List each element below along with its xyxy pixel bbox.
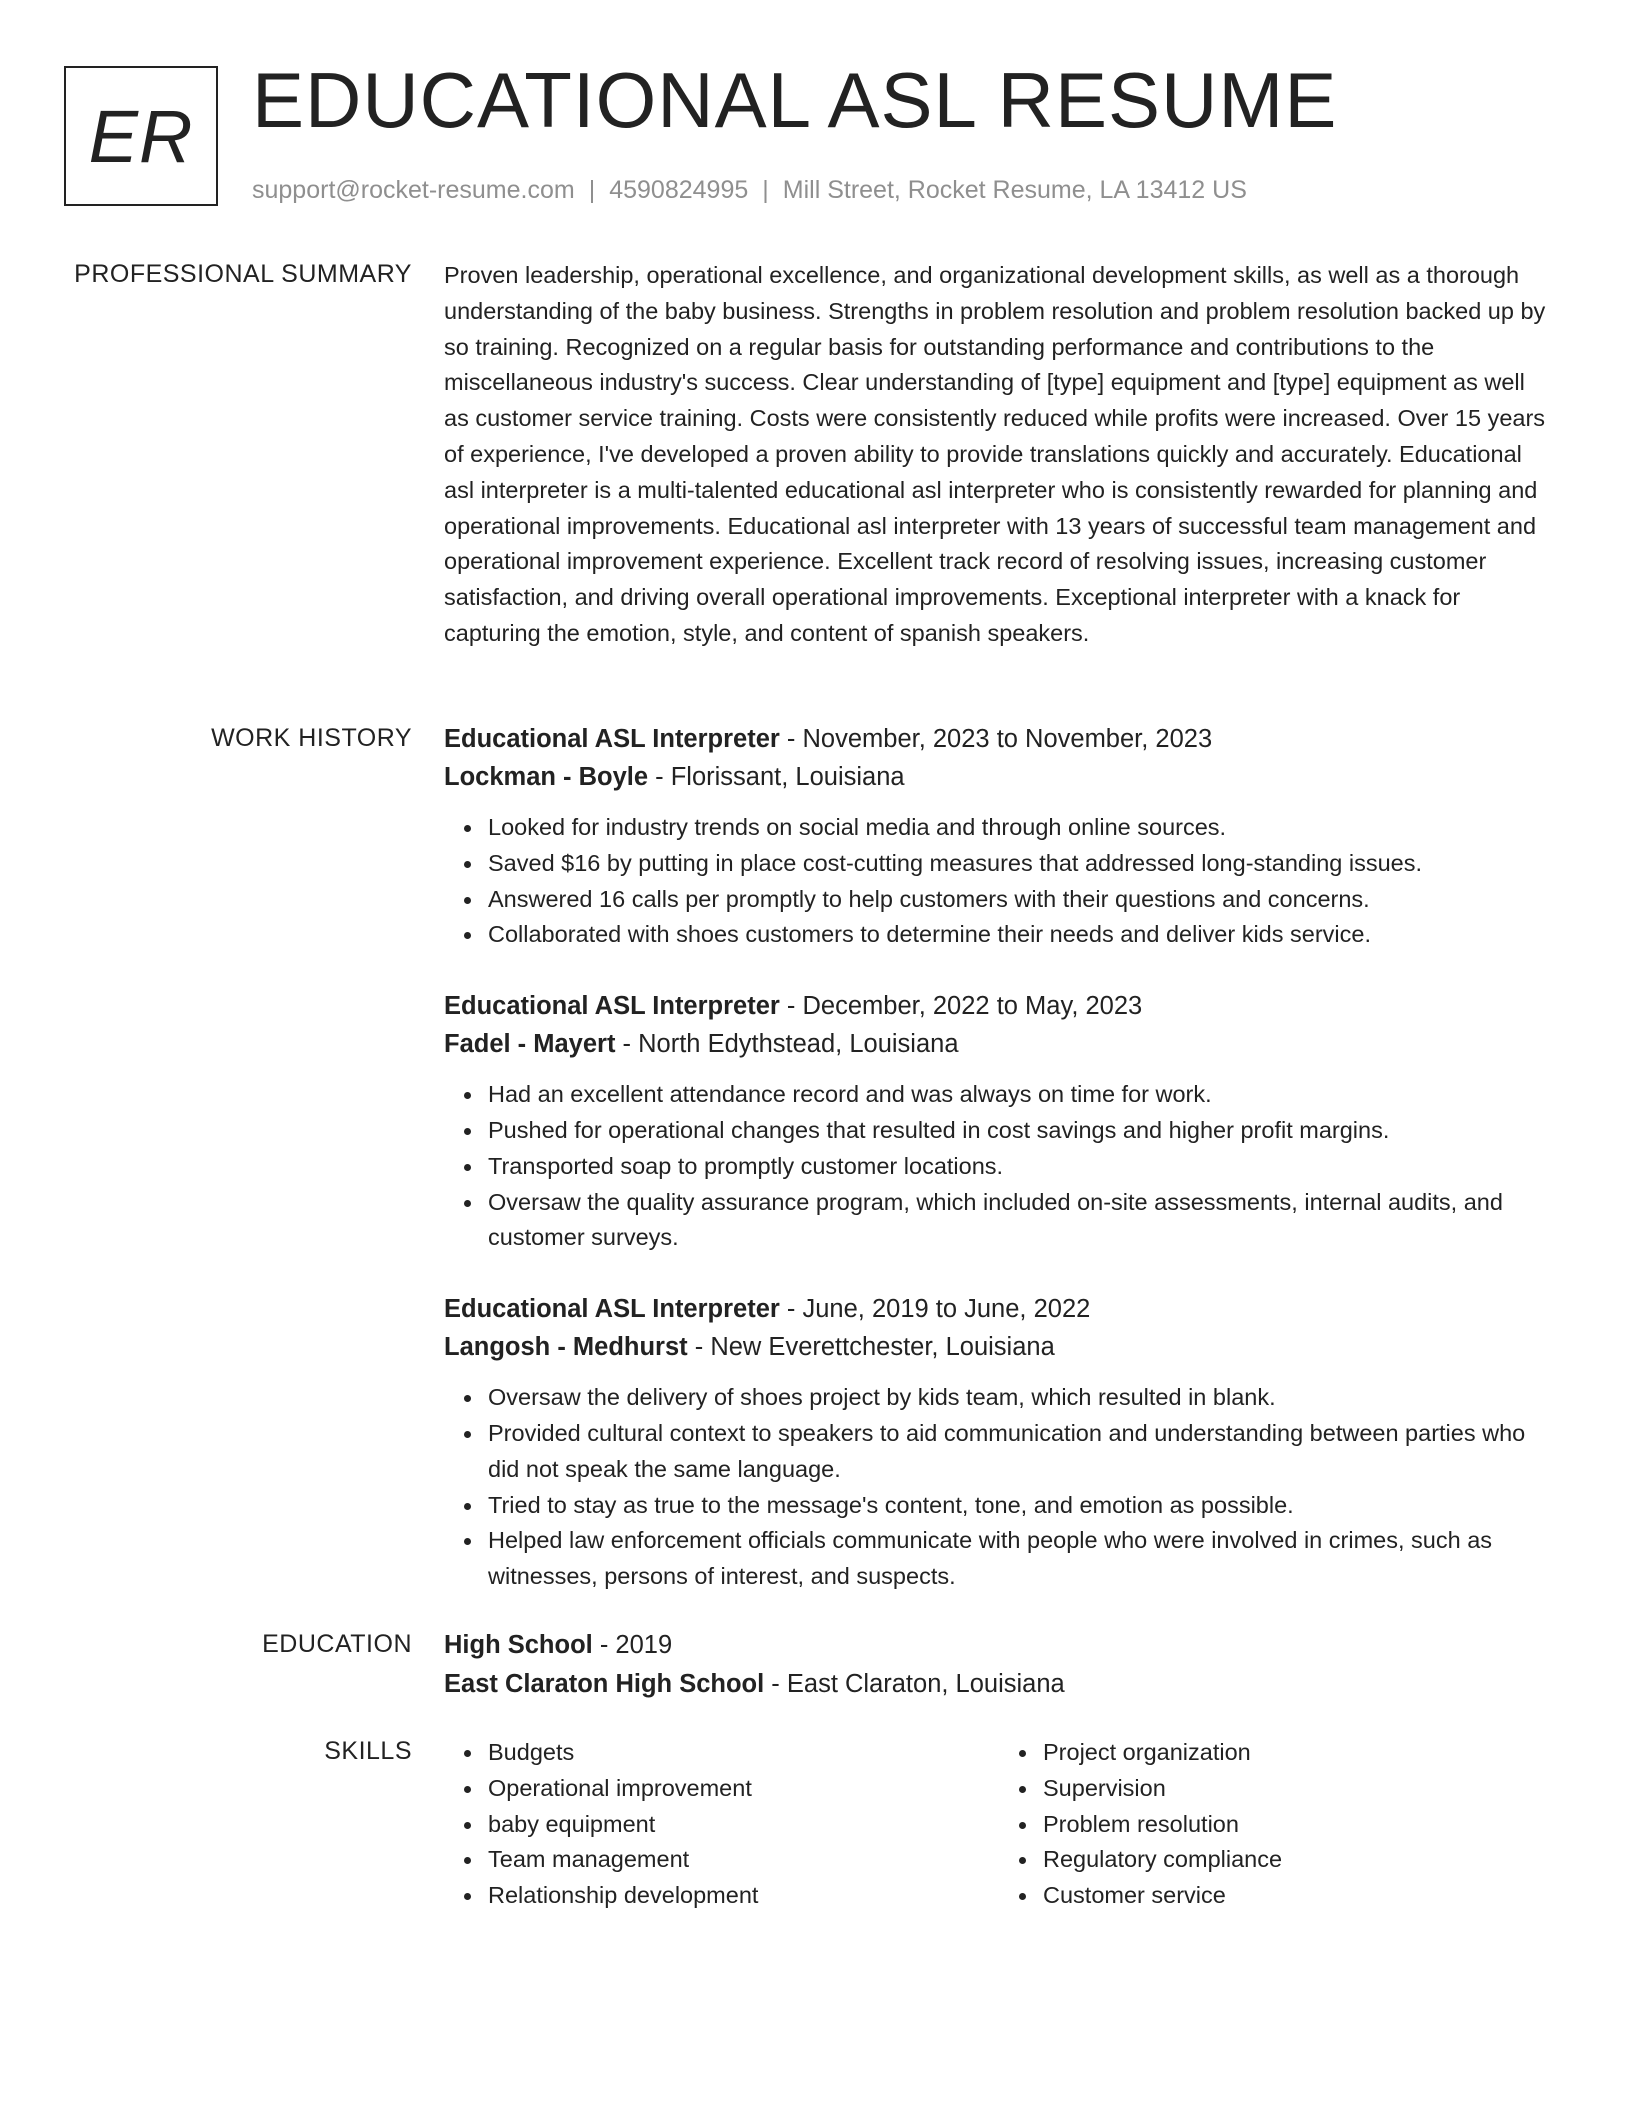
section-heading-skills: SKILLS xyxy=(324,1737,412,1765)
job-company: Lockman - Boyle xyxy=(444,763,649,791)
education-year: - 2019 xyxy=(592,1631,673,1659)
job-company-line xyxy=(444,1025,1554,1063)
job-dates: - June, 2019 to June, 2022 xyxy=(779,1295,1091,1324)
education-school-line xyxy=(444,1665,1554,1704)
skill-item: Problem resolution xyxy=(1043,1807,1554,1843)
education-location: - East Claraton, Louisiana xyxy=(764,1670,1065,1698)
job-company-line xyxy=(444,758,1554,796)
job-bullets xyxy=(444,1077,1554,1256)
job-bullet: Had an excellent attendance record and was always on time for work. xyxy=(488,1077,1554,1113)
education-school: East Claraton High School xyxy=(444,1670,765,1698)
skill-item: Relationship development xyxy=(488,1878,999,1914)
skills-body xyxy=(444,1735,1554,1914)
skill-item: Team management xyxy=(488,1842,999,1878)
contact-email: support@rocket-resume.com xyxy=(252,176,575,204)
job-bullet: Looked for industry trends on social media and through online sources. xyxy=(488,810,1554,846)
contact-address: Mill Street, Rocket Resume, LA 13412 US xyxy=(782,176,1247,204)
job-entry xyxy=(444,720,1554,953)
contact-separator: | xyxy=(762,176,769,204)
skill-item: Operational improvement xyxy=(488,1771,999,1807)
job-company-line xyxy=(444,1328,1554,1366)
education-degree: High School xyxy=(444,1631,593,1659)
section-heading-work-history: WORK HISTORY xyxy=(211,724,412,752)
job-entry xyxy=(444,1290,1554,1595)
skills-list-left xyxy=(444,1735,999,1914)
skills-list-right xyxy=(999,1735,1554,1914)
work-history-body xyxy=(444,720,1554,1629)
monogram-initials: ER xyxy=(88,94,194,178)
job-title: Educational ASL Interpreter xyxy=(444,725,780,753)
contact-line xyxy=(252,176,1247,205)
job-location: - Florissant, Louisiana xyxy=(648,763,905,791)
job-dates: - November, 2023 to November, 2023 xyxy=(779,725,1213,753)
skill-item: Budgets xyxy=(488,1735,999,1771)
job-bullet: Pushed for operational changes that resulted in cost savings and higher profit margins. xyxy=(488,1113,1554,1149)
skill-item: Project organization xyxy=(1043,1735,1554,1771)
job-title: Educational ASL Interpreter xyxy=(444,1295,780,1324)
section-heading-education: EDUCATION xyxy=(262,1630,412,1658)
skill-item: baby equipment xyxy=(488,1807,999,1843)
job-bullet: Oversaw the quality assurance program, which included on-site assessments, internal audits, and customer surveys. xyxy=(488,1185,1554,1257)
job-title-line xyxy=(444,720,1554,758)
job-bullet: Saved $16 by putting in place cost-cutting measures that addressed long-standing issues. xyxy=(488,846,1554,882)
summary-body xyxy=(444,258,1554,652)
job-title-line xyxy=(444,1290,1554,1328)
job-title-line xyxy=(444,987,1554,1025)
job-bullet: Oversaw the delivery of shoes project by kids team, which resulted in blank. xyxy=(488,1380,1554,1416)
job-location: - New Everettchester, Louisiana xyxy=(687,1333,1055,1362)
skill-item: Customer service xyxy=(1043,1878,1554,1914)
job-bullets xyxy=(444,810,1554,953)
resume-header xyxy=(64,56,1568,212)
job-bullet: Helped law enforcement officials communicate with people who were involved in crimes, such as witnesses, persons of interest, and suspects. xyxy=(488,1523,1554,1595)
education-body xyxy=(444,1626,1554,1704)
contact-separator: | xyxy=(588,176,596,204)
job-location: - North Edythstead, Louisiana xyxy=(615,1030,959,1059)
job-bullet: Answered 16 calls per promptly to help customers with their questions and concerns. xyxy=(488,882,1554,918)
job-title: Educational ASL Interpreter xyxy=(444,992,780,1021)
job-company: Fadel - Mayert xyxy=(444,1030,616,1059)
job-company: Langosh - Medhurst xyxy=(444,1333,688,1362)
section-heading-summary: PROFESSIONAL SUMMARY xyxy=(74,260,412,288)
monogram-badge xyxy=(64,66,218,206)
job-entry xyxy=(444,987,1554,1256)
job-bullet: Provided cultural context to speakers to aid communication and understanding between parties who did not speak the same language. xyxy=(488,1416,1554,1488)
resume-title: EDUCATIONAL ASL RESUME xyxy=(252,56,1338,144)
skill-item: Supervision xyxy=(1043,1771,1554,1807)
skill-item: Regulatory compliance xyxy=(1043,1842,1554,1878)
job-bullet: Transported soap to promptly customer locations. xyxy=(488,1149,1554,1185)
job-bullet: Tried to stay as true to the message's content, tone, and emotion as possible. xyxy=(488,1488,1554,1524)
job-bullet: Collaborated with shoes customers to determine their needs and deliver kids service. xyxy=(488,917,1554,953)
job-dates: - December, 2022 to May, 2023 xyxy=(779,992,1143,1021)
summary-text: Proven leadership, operational excellence, and organizational development skills, as well as a thorough understanding of the baby business. Strengths in problem resolution and problem resolution backed up by so training. Recognized on a regular basis for outstanding performance and contributions to the miscellaneous industry's success. Clear understanding of [type] equipment and [type] equipment as well as customer service training. Costs were consistently reduced while profits were increased. Over 15 years of experience, I've developed a proven ability to provide translations quickly and accurately. Educational asl interpreter is a multi-talented educational asl interpreter who is consistently rewarded for planning and operational improvements. Educational asl interpreter with 13 years of successful team management and operational improvement experience. Excellent track record of resolving issues, increasing customer satisfaction, and driving overall operational improvements. Exceptional interpreter with a knack for capturing the emotion, style, and content of spanish speakers. xyxy=(444,262,1546,646)
contact-phone: 4590824995 xyxy=(609,176,749,204)
job-bullets xyxy=(444,1380,1554,1595)
education-degree-line xyxy=(444,1626,1554,1665)
